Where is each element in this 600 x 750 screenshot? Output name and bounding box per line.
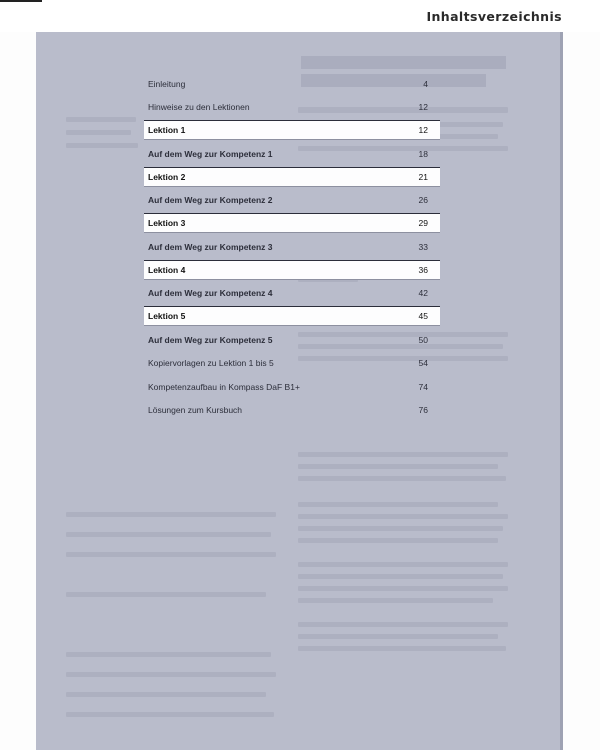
page-edge [560, 32, 563, 750]
toc-entry-label: Hinweise zu den Lektionen [148, 101, 250, 112]
ghost-text [66, 692, 266, 697]
toc-entry-label: Lektion 2 [148, 171, 186, 182]
toc-entry[interactable] [144, 328, 440, 351]
toc-entry-lektion[interactable] [144, 260, 440, 280]
toc-entry-label: Einleitung [148, 78, 186, 89]
ghost-text [298, 562, 508, 567]
ghost-text [298, 526, 503, 531]
toc-entry-page: 4 [423, 78, 428, 89]
ghost-text [298, 464, 498, 469]
toc-entry-label: Auf dem Weg zur Kompetenz 2 [148, 195, 273, 206]
page-header [0, 0, 600, 32]
ghost-text [66, 130, 131, 135]
toc-entry-page: 12 [418, 101, 428, 112]
toc-entry-page: 36 [418, 264, 428, 275]
toc-entry[interactable] [144, 352, 440, 375]
toc-entry-label: Auf dem Weg zur Kompetenz 1 [148, 148, 273, 159]
ghost-text [66, 143, 138, 148]
ghost-text [66, 652, 271, 657]
toc-entry-page: 74 [418, 381, 428, 392]
toc-entry[interactable] [144, 142, 440, 165]
toc-entry-page: 76 [418, 404, 428, 415]
toc-entry-page: 45 [418, 311, 428, 322]
toc-entry-label: Lektion 4 [148, 264, 186, 275]
ghost-text [298, 646, 506, 651]
toc-entry[interactable] [144, 398, 440, 421]
toc-entry[interactable] [144, 95, 440, 118]
header-rule [0, 0, 42, 2]
toc-entry-label: Lektion 1 [148, 125, 186, 136]
toc-entry-label: Kopiervorlagen zu Lektion 1 bis 5 [148, 358, 274, 369]
toc-entry-label: Lektion 5 [148, 311, 186, 322]
ghost-text [301, 56, 506, 69]
ghost-text [298, 538, 498, 543]
toc-entry-lektion[interactable] [144, 167, 440, 187]
ghost-text [66, 117, 136, 122]
toc-entry-lektion[interactable] [144, 306, 440, 326]
toc-entry-label: Kompetenzaufbau in Kompass DaF B1+ [148, 381, 300, 392]
ghost-text [298, 586, 508, 591]
ghost-text [66, 552, 276, 557]
toc-panel [36, 32, 563, 750]
ghost-text [66, 532, 271, 537]
table-of-contents [144, 72, 440, 421]
ghost-text [298, 502, 498, 507]
toc-entry-label: Auf dem Weg zur Kompetenz 4 [148, 288, 273, 299]
toc-entry-page: 18 [418, 148, 428, 159]
ghost-text [66, 512, 276, 517]
ghost-text [298, 452, 508, 457]
toc-entry-page: 54 [418, 358, 428, 369]
toc-entry[interactable] [144, 72, 440, 95]
toc-entry[interactable] [144, 188, 440, 211]
ghost-text [66, 672, 276, 677]
toc-entry-page: 33 [418, 241, 428, 252]
toc-entry-page: 21 [418, 171, 428, 182]
toc-entry-label: Lektion 3 [148, 218, 186, 229]
toc-entry-page: 26 [418, 195, 428, 206]
ghost-text [298, 574, 503, 579]
toc-entry-page: 29 [418, 218, 428, 229]
toc-entry-page: 50 [418, 334, 428, 345]
ghost-text [298, 514, 508, 519]
ghost-text [66, 712, 274, 717]
ghost-text [66, 592, 266, 597]
toc-entry-lektion[interactable] [144, 213, 440, 233]
toc-entry-page: 12 [418, 125, 428, 136]
toc-entry-label: Auf dem Weg zur Kompetenz 5 [148, 334, 273, 345]
toc-entry[interactable] [144, 282, 440, 305]
toc-entry-lektion[interactable] [144, 120, 440, 140]
toc-entry-label: Lösungen zum Kursbuch [148, 404, 243, 415]
ghost-text [298, 634, 498, 639]
toc-entry-label: Auf dem Weg zur Kompetenz 3 [148, 241, 273, 252]
page-title: Inhaltsverzeichnis [426, 9, 562, 24]
ghost-text [298, 476, 506, 481]
toc-entry[interactable] [144, 375, 440, 398]
toc-entry-page: 42 [418, 288, 428, 299]
ghost-text [298, 622, 508, 627]
ghost-text [298, 598, 493, 603]
toc-entry[interactable] [144, 235, 440, 258]
